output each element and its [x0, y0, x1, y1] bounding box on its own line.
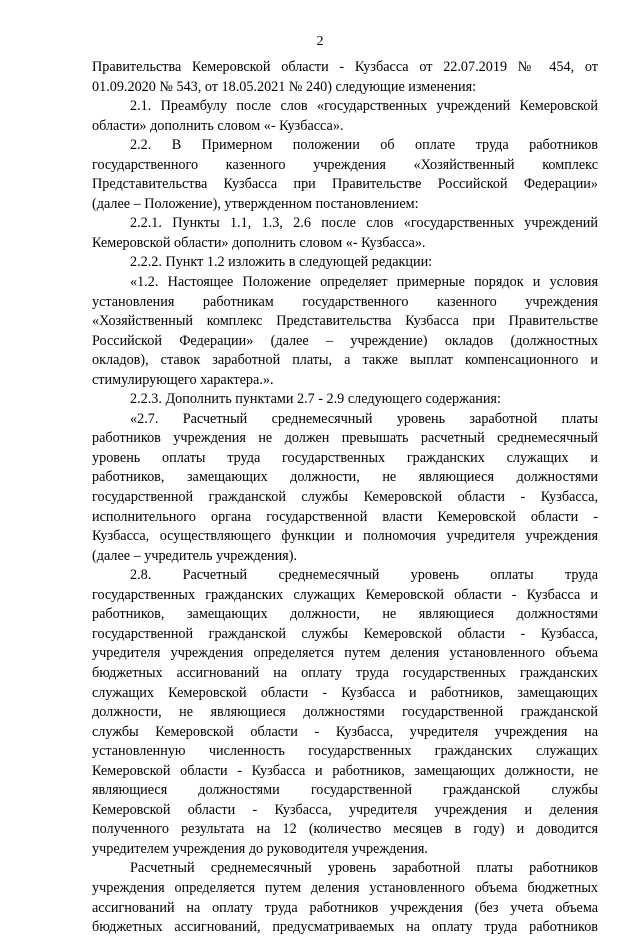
text-line: исполнительного органа государственной власти Кемеровской области - [92, 508, 598, 525]
text-line: «1.2. Настоящее Положение определяет примерные порядок и условия [130, 274, 598, 291]
document-body [92, 58, 598, 938]
text-line: службы Кемеровской области - Кузбасса, учредителя учреждения на [92, 723, 598, 740]
text-line: государственных гражданских служащих Кемеровской области - Кузбасса и [92, 586, 598, 603]
text-line: области» дополнить словом «- Кузбасса». [92, 117, 344, 134]
text-line: учреждения определяется путем деления установленного объема бюджетных [92, 879, 598, 896]
text-line: окладов), ставок заработной платы, а также выплат компенсационного и [92, 352, 598, 369]
text-line: учредителя учреждения определяется путем деления установленного объема [92, 645, 598, 662]
text-line: Кемеровской области - Кузбасса и работников, замещающих должности, не [92, 762, 598, 779]
text-line: установления работникам государственного казенного учреждения [92, 293, 598, 310]
text-line: государственного казенного учреждения «Хозяйственный комплекс [92, 156, 598, 173]
text-line: стимулирующего характера.». [92, 371, 274, 388]
text-line: 2.2.3. Дополнить пунктами 2.7 - 2.9 следующего содержания: [130, 391, 501, 408]
text-line: 2.1. Преамбулу после слов «государственных учреждений Кемеровской [130, 98, 598, 115]
text-line: служащих Кемеровской области - Кузбасса и работников, замещающих [92, 684, 598, 701]
text-line: (далее – Положение), утвержденном постановлением: [92, 195, 419, 212]
text-line: «Хозяйственный комплекс Представительства Кузбасса при Правительстве [92, 313, 598, 330]
text-line: учредителем учреждения до руководителя учреждения. [92, 840, 428, 857]
text-line: государственной гражданской службы Кемеровской области - Кузбасса, [92, 489, 598, 506]
text-line: бюджетных ассигнований на оплату труда государственных гражданских [92, 664, 598, 681]
text-line: Кузбасса, осуществляющего функции и полномочия учредителя учреждения [92, 528, 598, 545]
text-line: 01.09.2020 № 543, от 18.05.2021 № 240) следующие изменения: [92, 78, 477, 95]
text-line: Кемеровской области - Кузбасса, учредителя учреждения и деления [92, 801, 598, 818]
text-line: ассигнований на оплату труда работников учреждения (без учета объема [92, 899, 598, 916]
text-line: должности, не являющиеся должностями государственной гражданской [92, 704, 598, 721]
text-line: Правительства Кемеровской области - Кузбасса от 22.07.2019 № 454, от [92, 59, 598, 75]
text-line: 2.2.2. Пункт 1.2 изложить в следующей редакции: [130, 254, 433, 271]
text-line: (далее – учредитель учреждения). [92, 547, 297, 564]
text-line: работников, замещающих должности, не являющиеся должностями [92, 469, 598, 486]
text-line: работников, замещающих должности, не являющиеся должностями [92, 606, 598, 623]
text-line: являющиеся должностями государственной гражданской службы [92, 782, 598, 799]
text-line: бюджетных ассигнований, предусматриваемых на оплату труда работников [92, 919, 598, 936]
text-line: 2.2.1. Пункты 1.1, 1.3, 2.6 после слов «государственных учреждений [130, 215, 598, 232]
text-line: Расчетный среднемесячный уровень заработной платы работников [130, 860, 598, 877]
text-line: полученного результата на 12 (количество месяцев в году) и доводится [92, 821, 598, 838]
text-line: 2.8. Расчетный среднемесячный уровень оплаты труда [130, 567, 598, 584]
text-line: 2.2. В Примерном положении об оплате труда работников [130, 137, 598, 154]
text-line: Кемеровской области» дополнить словом «- Кузбасса». [92, 234, 426, 251]
text-line: «2.7. Расчетный среднемесячный уровень заработной платы [130, 410, 598, 427]
text-line: Представительства Кузбасса при Правительстве Российской Федерации» [92, 176, 598, 193]
text-line: государственной гражданской службы Кемеровской области - Кузбасса, [92, 625, 598, 642]
text-line: установленную численность государственных гражданских служащих [92, 743, 598, 760]
text-line: уровень оплаты труда государственных гражданских служащих и [92, 449, 598, 466]
text-line: работников учреждения не должен превышать расчетный среднемесячный [92, 430, 598, 447]
text-line: Российской Федерации» (далее – учреждение) окладов (должностных [92, 332, 598, 349]
page-number: 2 [316, 34, 324, 49]
